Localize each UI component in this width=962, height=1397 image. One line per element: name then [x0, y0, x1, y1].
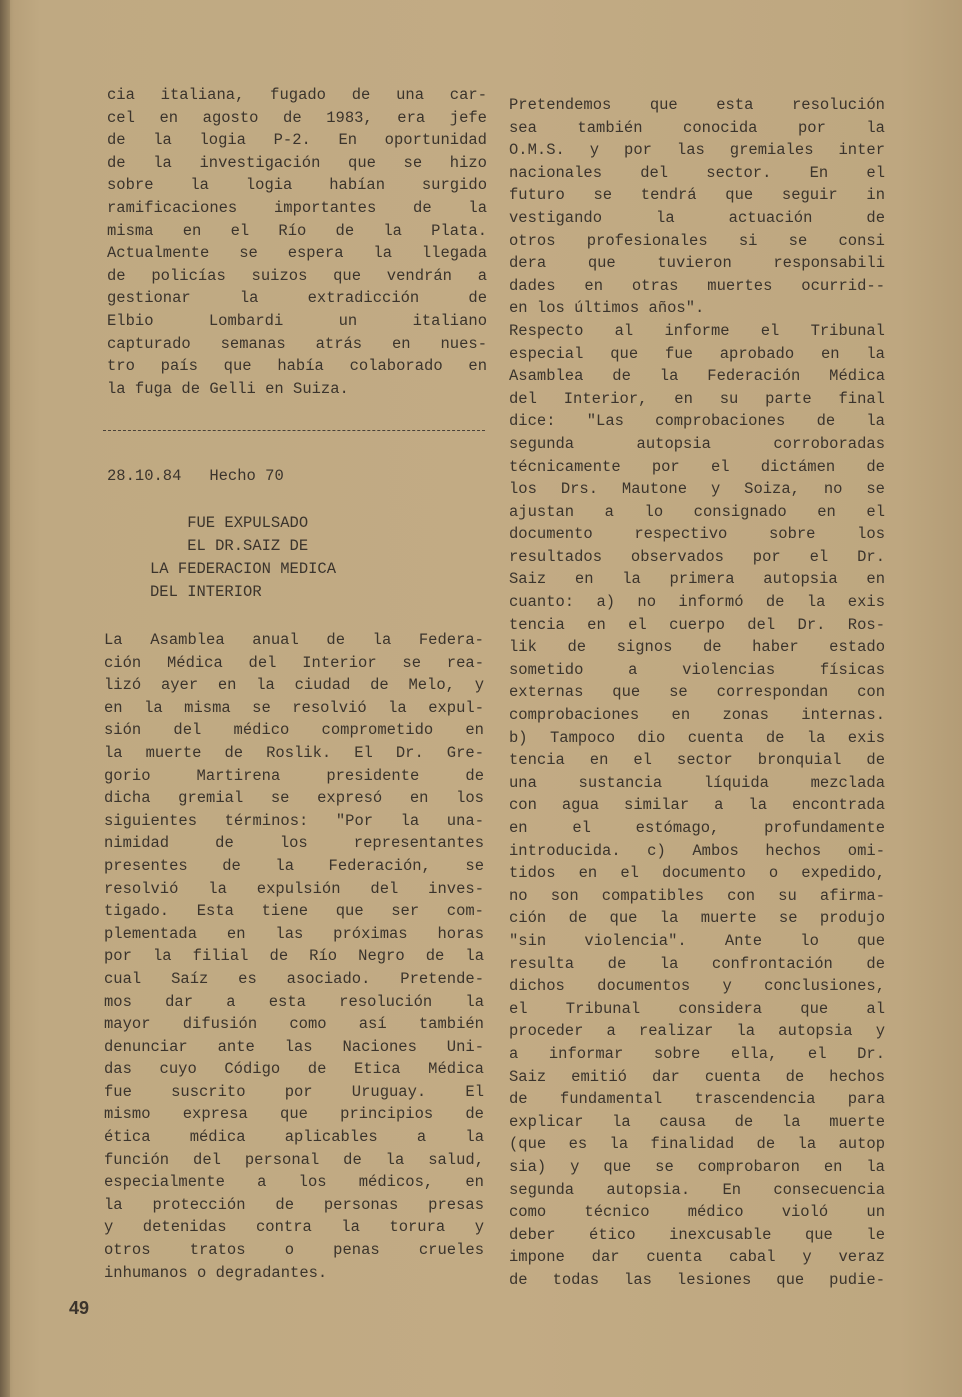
text-line: sia) y que se comprobaron en la — [509, 1157, 885, 1176]
text-line: ción de que la muerte se produjo — [509, 909, 885, 928]
text-line: impone dar cuenta cabal y veraz — [509, 1248, 885, 1267]
text-line: Saiz emitió dar cuenta de hechos — [509, 1067, 885, 1086]
text-line: lik de signos de haber estado — [509, 638, 885, 657]
text-line: como técnico médico violó un — [509, 1203, 885, 1222]
text-line: resultados observados por el Dr. — [509, 547, 885, 566]
text-line: Actualmente se espera la llegada — [107, 244, 487, 263]
text-line: introducida. c) Ambos hechos omi- — [509, 841, 885, 860]
text-line: de todas las lesiones que pudie- — [509, 1270, 885, 1289]
text-line: vestigando la actuación de — [509, 208, 885, 227]
text-line: no son compatibles con su afirma- — [509, 886, 885, 905]
text-line: de fundamental trascendencia para — [509, 1090, 885, 1109]
text-line: especial que fue aprobado en la — [509, 344, 885, 363]
text-line: tro país que había colaborado en — [107, 357, 487, 376]
text-line: técnicamente por el dictámen de — [509, 457, 885, 476]
text-line: explicar la causa de la muerte — [509, 1112, 885, 1131]
text-line: tencia en el cuerpo del Dr. Ros- — [509, 615, 885, 634]
text-line: EL DR.SAIZ DE — [150, 537, 309, 555]
text-line: FUE EXPULSADO — [150, 514, 309, 532]
text-line: proceder a realizar la autopsia y — [509, 1022, 885, 1041]
text-line: fue suscrito por Uruguay. El — [104, 1082, 484, 1101]
text-line: futuro se tendrá que seguir in — [509, 186, 885, 205]
text-line: nacionales del sector. En el — [509, 163, 885, 182]
text-line: función del personal de la salud, — [104, 1150, 484, 1169]
text-line: sión del médico comprometido en — [104, 721, 484, 740]
text-line: "sin violencia". Ante lo que — [509, 931, 885, 950]
entry-header — [107, 467, 284, 485]
text-line: dicha gremial se expresó en los — [104, 789, 484, 808]
article-body-right — [509, 94, 885, 1291]
section-divider — [103, 430, 485, 431]
text-line: deber ético inexcusable que le — [509, 1225, 885, 1244]
text-line: del Interior, en su parte final — [509, 389, 885, 408]
text-line: Elbio Lombardi un italiano — [107, 311, 487, 330]
text-line: especialmente a los médicos, en — [104, 1173, 484, 1192]
text-line: gestionar la extradicción de — [107, 289, 487, 308]
text-line: Saiz en la primera autopsia en — [509, 570, 885, 589]
text-line: la protección de personas presas — [104, 1195, 484, 1214]
text-line: sea también conocida por la — [509, 118, 885, 137]
text-line: (que es la finalidad de la autop — [509, 1135, 885, 1154]
text-line: sometido a violencias físicas — [509, 660, 885, 679]
entry-date: 28.10.84 — [107, 467, 182, 485]
text-line: dera que tuvieron responsabili — [509, 254, 885, 273]
text-line: de la investigación que se hizo — [107, 153, 487, 172]
text-line: a informar sobre ella, el Dr. — [509, 1044, 885, 1063]
text-line: das cuyo Código de Etica Médica — [104, 1060, 484, 1079]
page-binding-shadow — [0, 0, 10, 1397]
text-line: tigado. Esta tiene que ser com- — [104, 902, 484, 921]
text-line: segunda autopsia corroboradas — [509, 434, 885, 453]
text-line: cia italiana, fugado de una car- — [107, 86, 487, 104]
text-line: por la filial de Río Negro de la — [104, 947, 484, 966]
text-line: gorio Martirena presidente de — [104, 766, 484, 785]
text-line: dice: "Las comprobaciones de la — [509, 412, 885, 431]
text-line: plementada en las próximas horas — [104, 924, 484, 943]
text-line: capturado semanas atrás en nues- — [107, 334, 487, 353]
text-line: dichos documentos y conclusiones, — [509, 977, 885, 996]
text-line: La Asamblea anual de la Federa- — [104, 631, 484, 649]
text-line: en los últimos años". — [509, 299, 705, 318]
text-line: ramificaciones importantes de la — [107, 198, 487, 217]
text-line: O.M.S. y por las gremiales inter — [509, 141, 885, 160]
text-line: DEL INTERIOR — [150, 583, 262, 601]
text-line: Pretendemos que esta resolución — [509, 96, 885, 114]
article-headline — [150, 512, 410, 604]
text-line: externas que se correspondan con — [509, 683, 885, 702]
text-line: mayor difusión como así también — [104, 1015, 484, 1034]
text-line: tidos en el documento o expedido, — [509, 864, 885, 883]
text-line: b) Tampoco dio cuenta de la exis — [509, 728, 885, 747]
text-line: con agua similar a la encontrada — [509, 796, 885, 815]
page-number: 49 — [69, 1298, 90, 1318]
text-line: ción Médica del Interior se rea- — [104, 653, 484, 672]
text-line: dades en otras muertes ocurrid-- — [509, 276, 885, 295]
text-line: una sustancia líquida mezclada — [509, 773, 885, 792]
entry-label: Hecho 70 — [209, 467, 284, 485]
text-line: los Drs. Mautone y Soiza, no se — [509, 480, 885, 499]
text-line: segunda autopsia. En consecuencia — [509, 1180, 885, 1199]
text-line: comprobaciones en zonas internas. — [509, 706, 885, 725]
text-line: la fuga de Gelli en Suiza. — [107, 379, 349, 398]
text-line: lizó ayer en la ciudad de Melo, y — [104, 676, 484, 695]
text-line: Respecto al informe el Tribunal — [509, 321, 885, 340]
text-line: documento respectivo sobre los — [509, 525, 885, 544]
text-line: denunciar ante las Naciones Uni- — [104, 1037, 484, 1056]
text-line: ética médica aplicables a la — [104, 1128, 484, 1147]
text-line: mos dar a esta resolución la — [104, 992, 484, 1011]
text-line: de policías suizos que vendrán a — [107, 266, 487, 285]
text-line: cuanto: a) no informó de la exis — [509, 593, 885, 612]
text-line: tencia en el sector bronquial de — [509, 751, 885, 770]
text-line: sobre la logia habían surgido — [107, 176, 487, 195]
text-line: cual Saíz es asociado. Pretende- — [104, 969, 484, 988]
text-line: otros profesionales si se consi — [509, 231, 885, 250]
article-body-left — [104, 629, 484, 1284]
text-line: siguientes términos: "Por la una- — [104, 811, 484, 830]
text-line: mismo expresa que principios de — [104, 1105, 484, 1124]
text-line: misma en el Río de la Plata. — [107, 221, 487, 240]
text-line: resulta de la confrontación de — [509, 954, 885, 973]
text-line: Asamblea de la Federación Médica — [509, 367, 885, 386]
text-line: ajustan a lo consignado en el — [509, 502, 885, 521]
text-line: en el estómago, profundamente — [509, 819, 885, 837]
text-line: y detenidas contra la torura y — [104, 1218, 484, 1237]
text-line: cel en agosto de 1983, era jefe — [107, 108, 487, 127]
text-line: de la logia P-2. En oportunidad — [107, 131, 487, 150]
text-line: presentes de la Federación, se — [104, 856, 484, 875]
left-column-continuation — [107, 84, 487, 400]
text-line: nimidad de los representantes — [104, 834, 484, 853]
text-line: en la misma se resolvió la expul- — [104, 698, 484, 717]
text-line: otros tratos o penas crueles — [104, 1241, 484, 1260]
text-line: la muerte de Roslik. El Dr. Gre- — [104, 743, 484, 762]
text-line: inhumanos o degradantes. — [104, 1263, 328, 1282]
text-line: resolvió la expulsión del inves- — [104, 879, 484, 898]
text-line: LA FEDERACION MEDICA — [150, 560, 337, 578]
text-line: el Tribunal considera que al — [509, 999, 885, 1018]
